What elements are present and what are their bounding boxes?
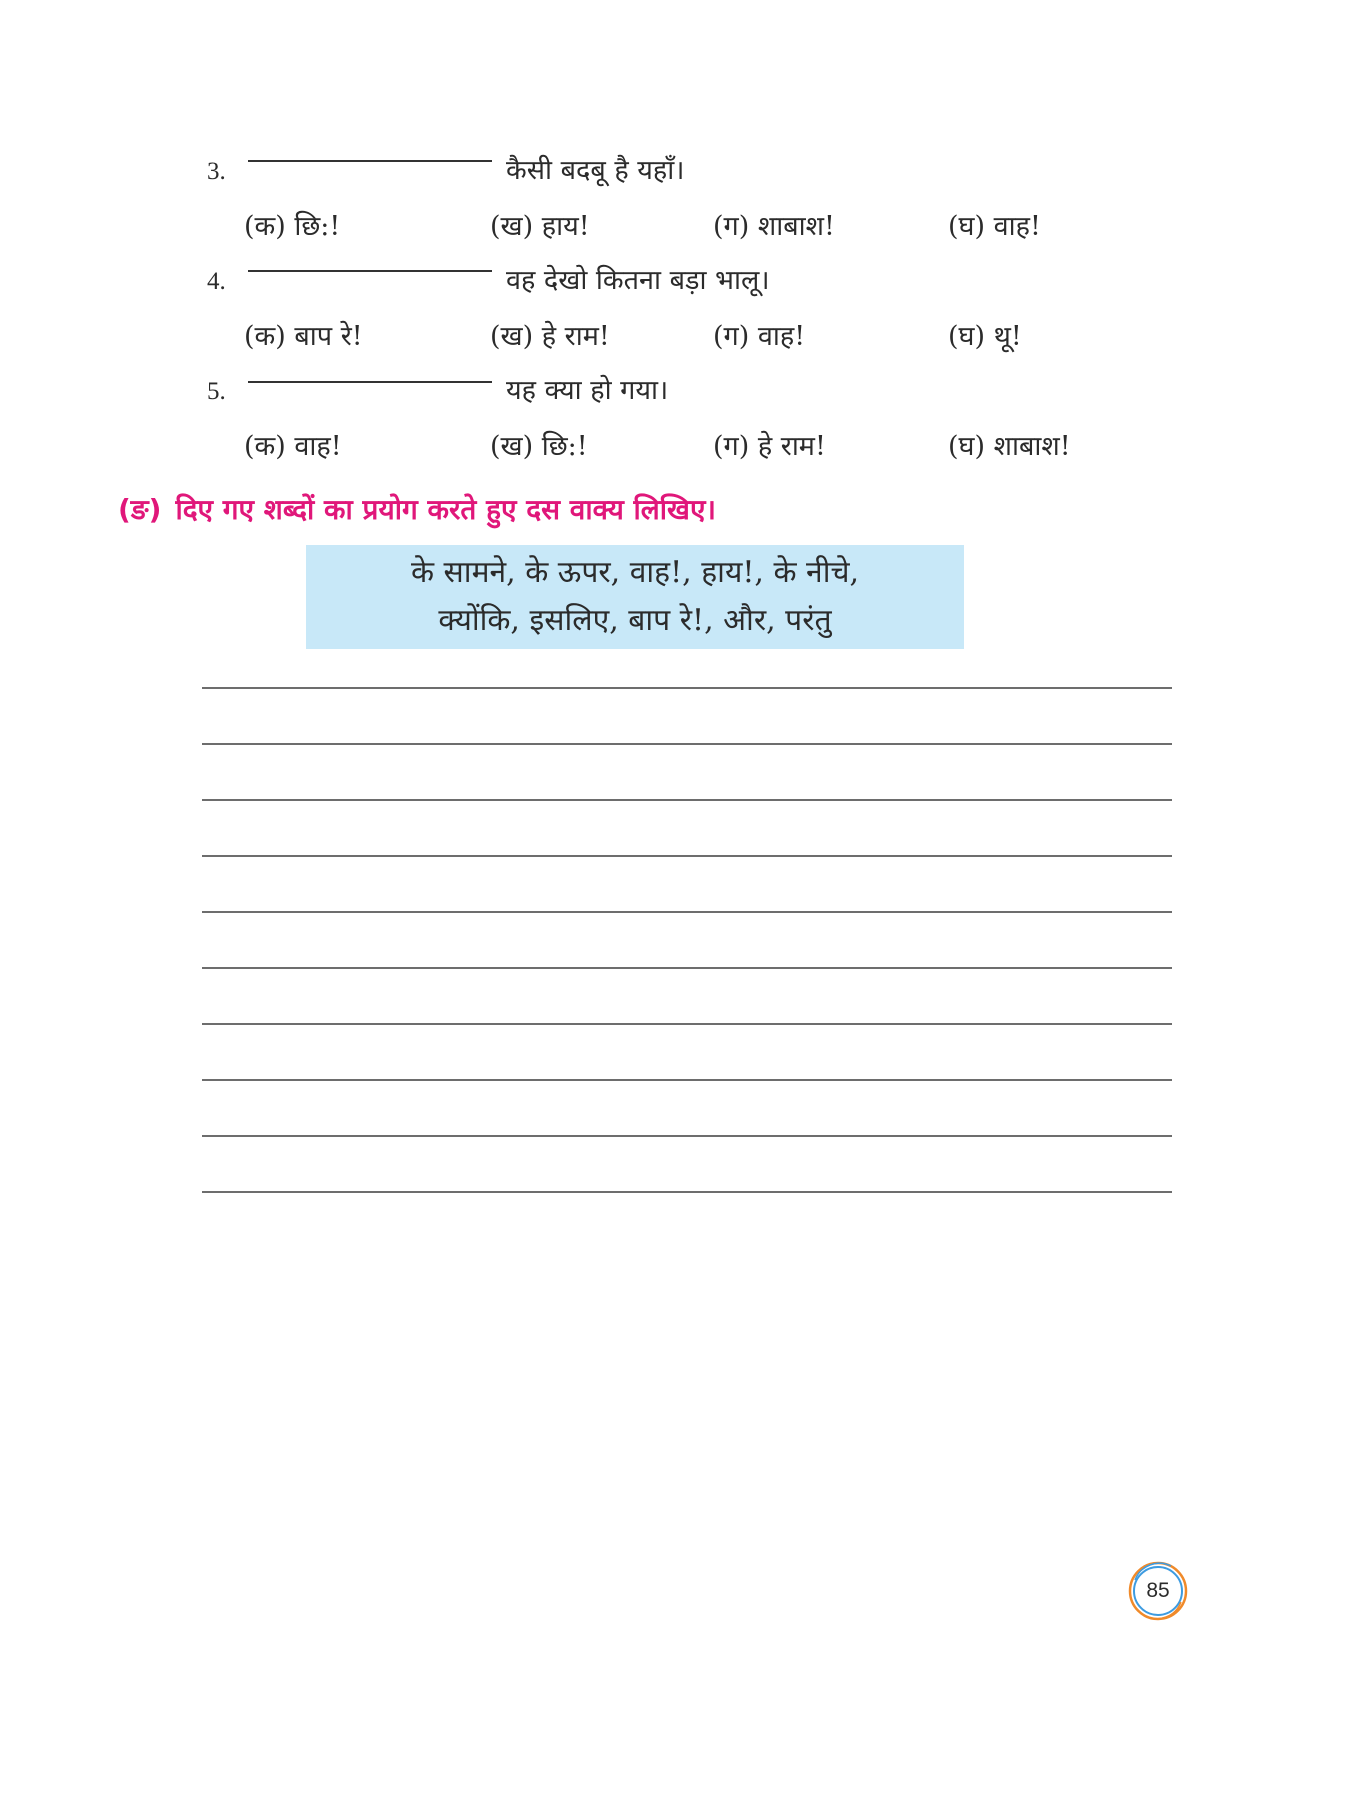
option-gha: (घ) थू! [948, 321, 1022, 352]
writing-line[interactable] [202, 911, 1172, 913]
writing-line[interactable] [202, 687, 1172, 689]
option-ga: (ग) वाह! [713, 321, 806, 352]
option-ga: (ग) शाबाश! [713, 211, 835, 242]
section-instruction: दिए गए शब्दों का प्रयोग करते हुए दस वाक्य लिखिए। [175, 493, 717, 526]
option-gha: (घ) वाह! [948, 211, 1041, 242]
answer-blank[interactable] [248, 270, 492, 272]
writing-line[interactable] [202, 1023, 1172, 1025]
question-text: कैसी बदबू है यहाँ। [506, 155, 685, 186]
question-text: वह देखो कितना बड़ा भालू। [506, 265, 770, 296]
writing-line[interactable] [202, 1079, 1172, 1081]
answer-blank[interactable] [248, 160, 492, 162]
option-kha: (ख) छि:! [490, 431, 588, 462]
page-number: 85 [1146, 1579, 1170, 1602]
option-ga: (ग) हे राम! [713, 431, 826, 462]
question-number: 3. [207, 158, 226, 185]
word-box-line-1: के सामने, के ऊपर, वाह!, हाय!, के नीचे, [410, 555, 860, 590]
writing-line[interactable] [202, 799, 1172, 801]
writing-line[interactable] [202, 743, 1172, 745]
option-ka: (क) वाह! [244, 431, 342, 462]
answer-blank[interactable] [248, 381, 492, 383]
option-kha: (ख) हाय! [490, 211, 590, 242]
writing-line[interactable] [202, 1191, 1172, 1193]
page-number-badge [1127, 1560, 1189, 1622]
question-number: 4. [207, 268, 226, 295]
section-heading [118, 490, 716, 528]
option-kha: (ख) हे राम! [490, 321, 610, 352]
question-text: यह क्या हो गया। [506, 375, 669, 406]
option-ka: (क) बाप रे! [244, 321, 363, 352]
question-number: 5. [207, 378, 226, 405]
option-ka: (क) छि:! [244, 211, 341, 242]
section-marker: (ङ) [118, 493, 162, 526]
writing-line[interactable] [202, 1135, 1172, 1137]
option-gha: (घ) शाबाश! [948, 431, 1071, 462]
writing-line[interactable] [202, 967, 1172, 969]
word-box-line-2: क्योंकि, इसलिए, बाप रे!, और, परंतु [438, 603, 832, 638]
word-box [306, 545, 964, 649]
writing-line[interactable] [202, 855, 1172, 857]
